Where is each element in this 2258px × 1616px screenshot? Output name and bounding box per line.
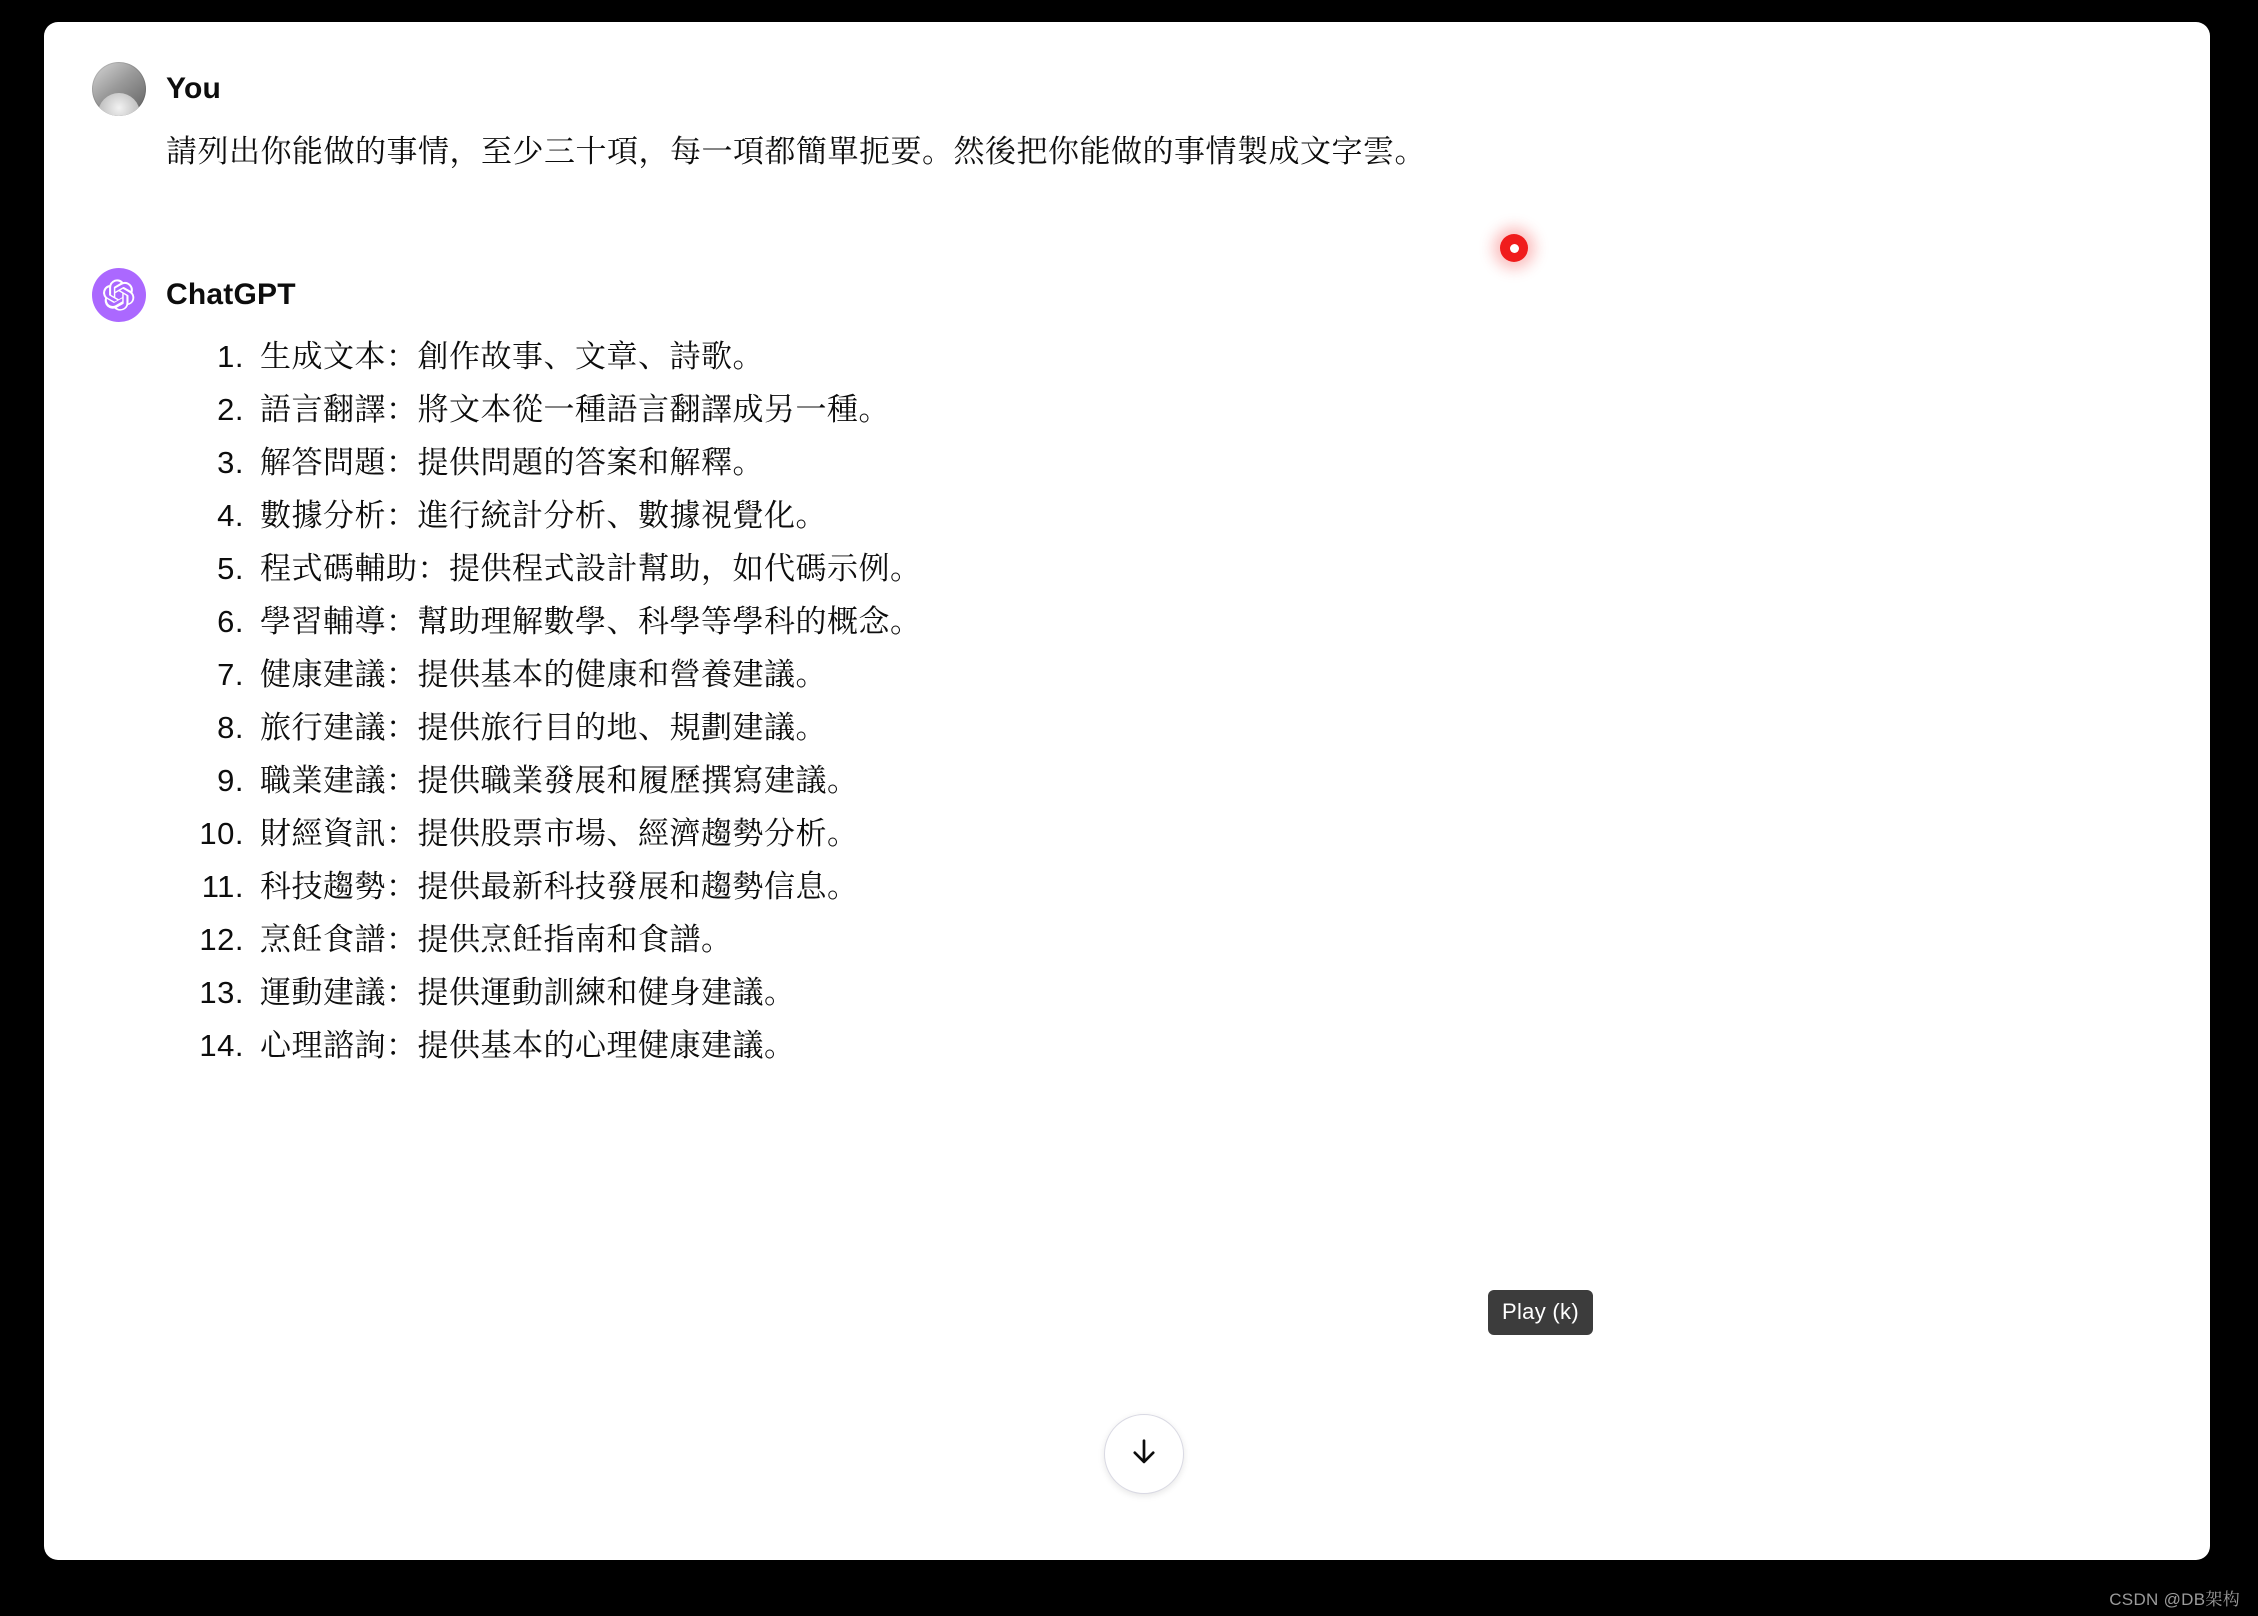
chat-panel	[44, 22, 2210, 1560]
list-item-number: 3.	[217, 445, 244, 481]
list-item-label: 科技趨勢：提供最新科技發展和趨勢信息。	[260, 869, 859, 905]
list-item-number: 10.	[199, 816, 244, 852]
list-item	[166, 489, 2170, 542]
scroll-to-bottom-button[interactable]	[1104, 1414, 1184, 1494]
sender-name-user: You	[166, 72, 222, 105]
list-item-label: 健康建議：提供基本的健康和營養建議。	[260, 657, 827, 693]
list-item-label: 生成文本：創作故事、文章、詩歌。	[260, 339, 764, 375]
sender-name-assistant: ChatGPT	[166, 278, 296, 312]
list-item-label: 程式碼輔助：提供程式設計幫助，如代碼示例。	[260, 551, 922, 587]
list-item	[166, 701, 2170, 754]
list-item-label: 旅行建議：提供旅行目的地、規劃建議。	[260, 710, 827, 746]
list-item-number: 13.	[199, 975, 244, 1011]
list-item-number: 9.	[217, 763, 244, 799]
list-item	[166, 383, 2170, 436]
message-assistant	[92, 266, 2170, 1072]
list-item-label: 烹飪食譜：提供烹飪指南和食譜。	[260, 922, 733, 958]
capability-list	[166, 330, 2170, 1072]
user-prompt-text: 請列出你能做的事情，至少三十項，每一項都簡單扼要。然後把你能做的事情製成文字雲。	[166, 134, 1426, 169]
list-item-number: 5.	[217, 551, 244, 587]
message-header-user	[92, 60, 2170, 118]
list-item-label: 解答問題：提供問題的答案和解釋。	[260, 445, 764, 481]
cursor-indicator	[1500, 234, 1528, 262]
list-item-label: 數據分析：進行統計分析、數據視覺化。	[260, 498, 827, 534]
list-item-number: 14.	[199, 1028, 244, 1064]
list-item	[166, 1019, 2170, 1072]
list-item	[166, 595, 2170, 648]
list-item	[166, 330, 2170, 383]
play-tooltip: Play (k)	[1488, 1290, 1593, 1335]
list-item-number: 8.	[217, 710, 244, 746]
list-item-number: 6.	[217, 604, 244, 640]
list-item	[166, 436, 2170, 489]
list-item-label: 語言翻譯：將文本從一種語言翻譯成另一種。	[260, 392, 890, 428]
list-item-label: 職業建議：提供職業發展和履歷撰寫建議。	[260, 763, 859, 799]
avatar	[92, 62, 146, 116]
conversation-thread	[44, 22, 2210, 1072]
list-item-label: 運動建議：提供運動訓練和健身建議。	[260, 975, 796, 1011]
message-body-user	[166, 118, 2170, 176]
list-item	[166, 860, 2170, 913]
watermark-text: CSDN @DB架构	[2109, 1590, 2240, 1609]
list-item	[166, 913, 2170, 966]
list-item-number: 11.	[201, 869, 244, 905]
list-item	[166, 648, 2170, 701]
list-item-number: 7.	[217, 657, 244, 693]
message-spacer	[92, 176, 2170, 266]
list-item-label: 財經資訊：提供股票市場、經濟趨勢分析。	[260, 816, 859, 852]
arrow-down-icon	[1127, 1435, 1161, 1474]
list-item-number: 12.	[199, 922, 244, 958]
list-item-label: 學習輔導：幫助理解數學、科學等學科的概念。	[260, 604, 922, 640]
list-item	[166, 754, 2170, 807]
list-item-label: 心理諮詢：提供基本的心理健康建議。	[260, 1028, 796, 1064]
list-item	[166, 807, 2170, 860]
list-item	[166, 542, 2170, 595]
message-user	[92, 60, 2170, 176]
list-item-number: 1.	[217, 339, 244, 375]
openai-logo-icon	[92, 268, 146, 322]
message-body-assistant	[166, 330, 2170, 1072]
message-header-assistant	[92, 266, 2170, 324]
list-item-number: 2.	[217, 392, 244, 428]
list-item	[166, 966, 2170, 1019]
list-item-number: 4.	[217, 498, 244, 534]
